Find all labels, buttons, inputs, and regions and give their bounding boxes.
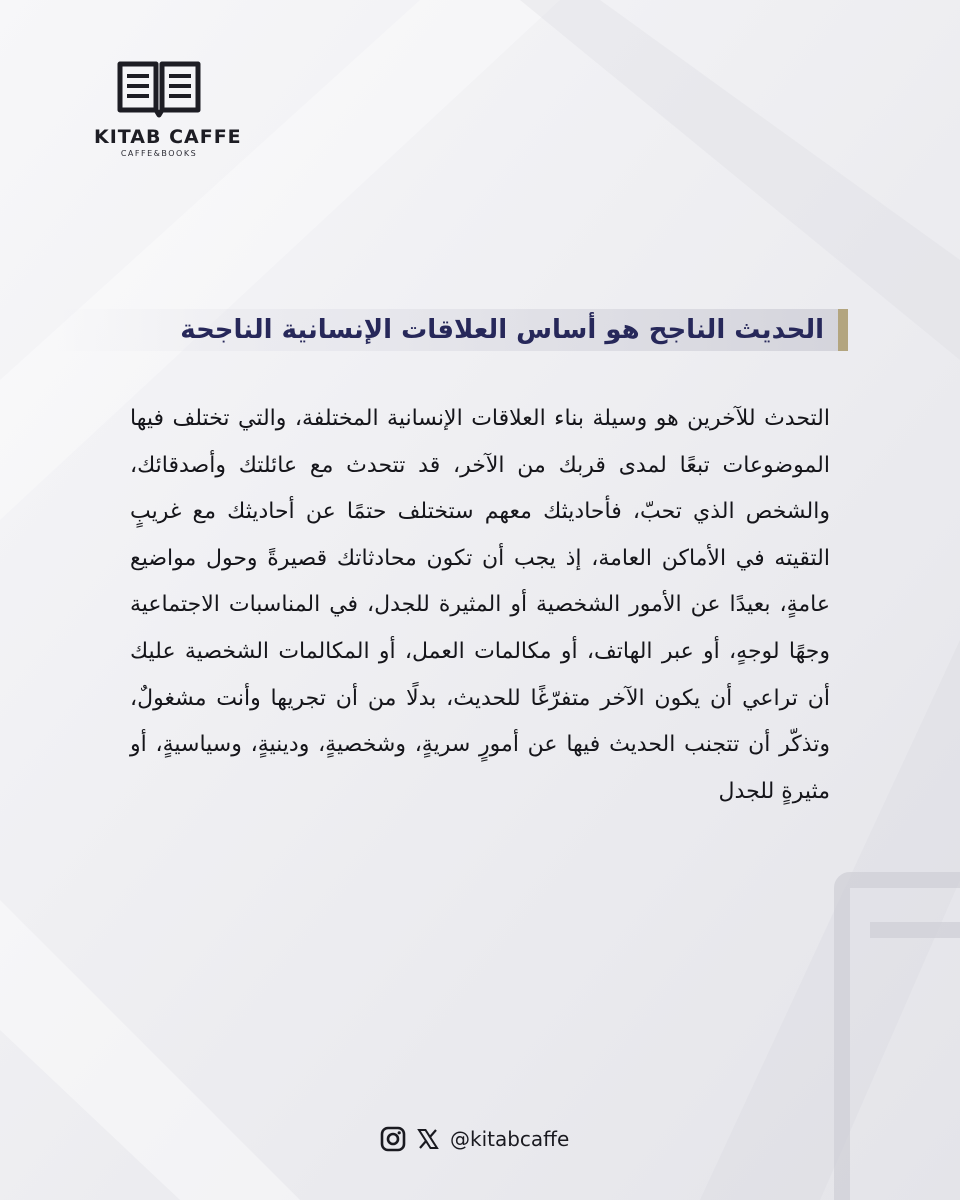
brand-logo <box>94 60 242 158</box>
brand-name: KITAB CAFFE <box>94 126 242 148</box>
brand-tagline: CAFFE&BOOKS <box>120 149 198 158</box>
page-title: الحديث الناجح هو أساس العلاقات الإنسانية الناجحة <box>180 315 824 345</box>
article-body: التحدث للآخرين هو وسيلة بناء العلاقات الإنسانية المختلفة، والتي تختلف فيها الموضوعات تبعًا لمدى قربك من الآخر، قد تتحدث مع عائلتك وأصدقائك، والشخص الذي تحبّ، فأحاديثك معهم ستختلف حتمًا عن أحاديثك مع غريبٍ التقيته في الأماكن العامة، إذ يجب أن تكون محادثاتك قصيرةً وحول مواضيع عامةٍ، بعيدًا عن الأمور الشخصية أو المثيرة للجدل، في المناسبات الاجتماعية وجهًا لوجهٍ، أو عبر الهاتف، أو مكالمات العمل، أو المكالمات الشخصية عليك أن تراعي أن يكون الآخر متفرّغًا للحديث، بدلًا من أن تجريها وأنت مشغولٌ، وتذكّر أن تتجنب الحديث فيها عن أمورٍ سريةٍ، وشخصيةٍ، ودينيةٍ، وسياسيةٍ، أو مثيرةٍ للجدل <box>130 406 830 804</box>
open-book-icon <box>116 60 202 118</box>
social-footer <box>380 1122 569 1156</box>
heading-banner <box>56 309 838 351</box>
heading-accent-bar <box>838 309 848 351</box>
x-icon[interactable] <box>416 1127 440 1151</box>
social-handle[interactable]: @kitabcaffe <box>450 1127 570 1151</box>
instagram-icon[interactable] <box>380 1126 406 1152</box>
